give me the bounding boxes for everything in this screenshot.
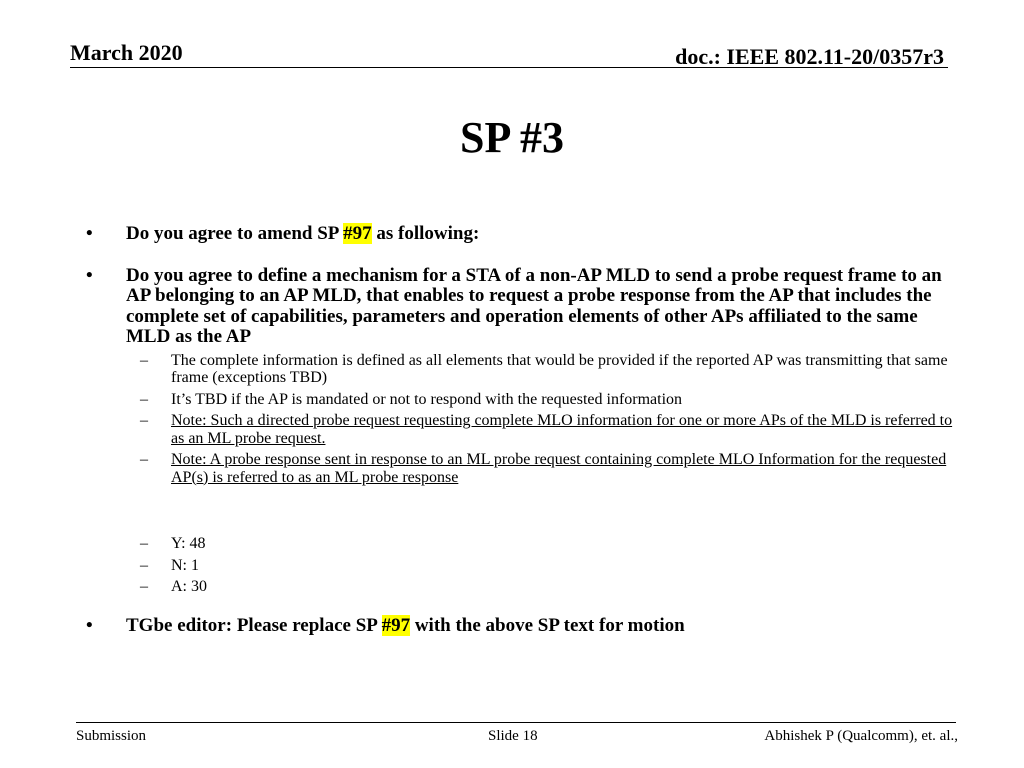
dash-marker: – <box>140 390 148 408</box>
header-date: March 2020 <box>70 40 183 65</box>
bullet-editor-text-post: with the above SP text for motion <box>410 614 685 636</box>
header-doc-id: doc.: IEEE 802.11-20/0357r3 <box>675 44 944 69</box>
sub-item-tbd <box>86 391 956 409</box>
bullet-main-question-text: Do you agree to define a mechanism for a STA of a non-AP MLD to send a probe request frame to an AP belonging to an AP MLD, that enables to request a probe response from the AP that includes the complete set of capabilities, parameters and operation elements of other APs affiliated to the same MLD as the AP <box>126 264 942 347</box>
sub-item-text: Note: A probe response sent in response to an ML probe request containing complete MLO Information for the requested AP(s) is referred to as an ML probe response <box>171 451 947 486</box>
bullet-amend <box>86 224 956 245</box>
bullet-marker: • <box>86 614 93 636</box>
bullet-editor-instruction <box>86 616 956 637</box>
bullet-marker: • <box>86 264 93 286</box>
vote-text: Y: 48 <box>171 535 206 552</box>
sub-item-note-response <box>86 451 956 486</box>
dash-marker: – <box>140 351 148 369</box>
vote-text: N: 1 <box>171 556 199 574</box>
bullet-amend-text-pre: Do you agree to amend SP <box>126 223 344 244</box>
dash-marker: – <box>140 578 148 595</box>
vote-no <box>86 557 956 575</box>
sp-97-highlight: #97 <box>381 614 411 636</box>
dash-marker: – <box>140 412 148 429</box>
slide-title: SP #3 <box>460 113 564 162</box>
dash-marker: – <box>140 556 148 574</box>
sub-item-text: Note: Such a directed probe request requesting complete MLO information for one or more APs of the MLD is referred to as an ML probe request. <box>171 412 953 447</box>
sub-item-definition <box>86 352 956 387</box>
bullet-amend-text-post: as following: <box>371 223 480 244</box>
vote-yes <box>86 535 956 553</box>
header-divider <box>70 67 948 68</box>
vote-text: A: 30 <box>171 578 207 595</box>
sp-97-highlight: #97 <box>343 223 372 244</box>
sub-item-text: It’s TBD if the AP is mandated or not to respond with the requested information <box>171 390 683 408</box>
vote-results <box>86 535 956 596</box>
vote-abstain <box>86 578 956 596</box>
footer-divider <box>76 722 956 723</box>
bullet-marker: • <box>86 223 93 244</box>
footer-slide-number: Slide 18 <box>488 728 538 744</box>
footer-author: Abhishek P (Qualcomm), et. al., <box>764 728 958 744</box>
bullet-main-question <box>86 266 956 348</box>
footer-submission: Submission <box>76 728 147 744</box>
sub-item-note-request <box>86 412 956 447</box>
bullet-editor-text-pre: TGbe editor: Please replace SP <box>126 614 382 636</box>
dash-marker: – <box>140 451 148 468</box>
sub-item-text: The complete information is defined as all elements that would be provided if the reported AP was transmitting that same frame (exceptions TBD) <box>171 351 948 386</box>
sub-items <box>86 352 956 487</box>
dash-marker: – <box>140 535 148 552</box>
slide-content <box>86 224 956 636</box>
